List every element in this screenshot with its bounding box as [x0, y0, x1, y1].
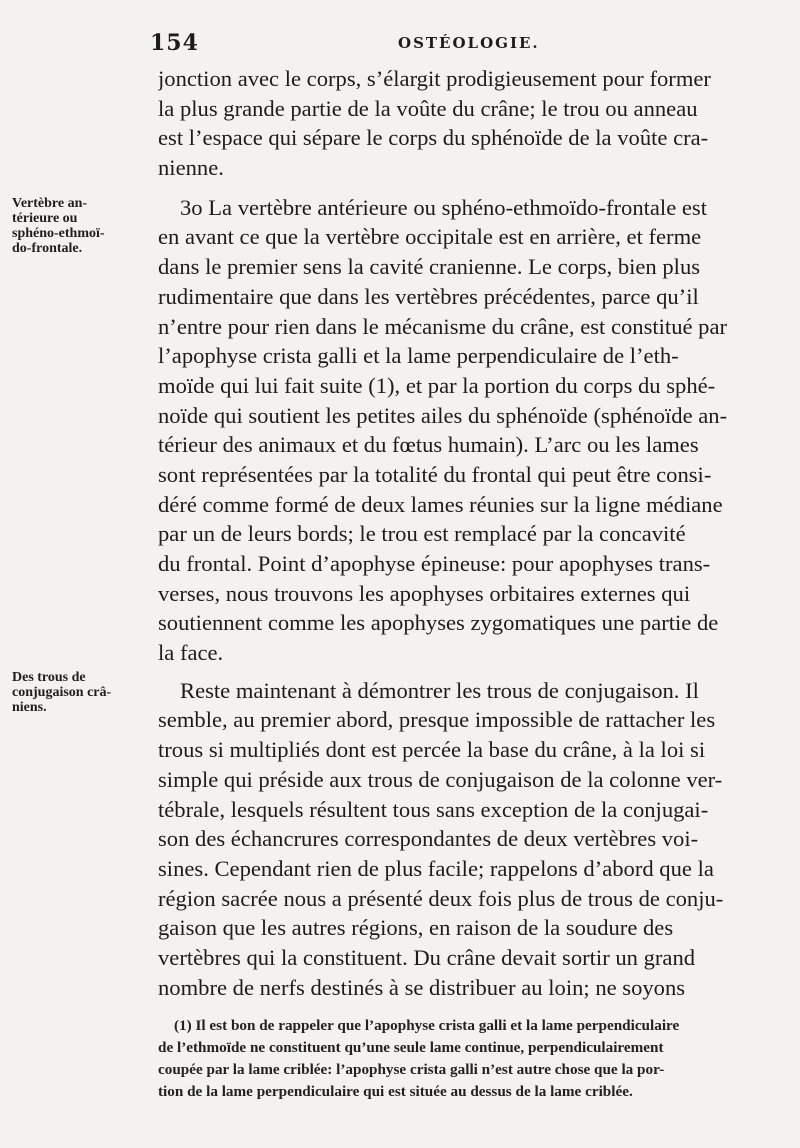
body-text: [158, 64, 768, 1002]
margin-note-anterior-vertebra: [12, 196, 148, 256]
body-line: n’entre pour rien dans le mécanisme du crâne, est constitué par: [158, 313, 728, 339]
body-line: région sacrée nous a présenté deux fois plus de trous de conju-: [158, 885, 724, 911]
page-number: 154: [150, 30, 199, 56]
body-line: son des échancrures correspondantes de deux vertèbres voi-: [158, 826, 699, 852]
margin-note-line: conjugaison crâ-: [12, 685, 112, 700]
body-line: trous si multipliés dont est percée la base du crâne, à la loi si: [158, 737, 706, 763]
margin-note-line: niens.: [12, 700, 47, 715]
body-line: dans le premier sens la cavité cranienne. Le corps, bien plus: [158, 254, 701, 280]
body-line: en avant ce que la vertèbre occipitale est en arrière, et ferme: [158, 224, 702, 250]
body-line: térieur des animaux et du fœtus humain). L’arc ou les lames: [158, 432, 699, 458]
body-line: est l’espace qui sépare le corps du sphénoïde de la voûte cra-: [158, 125, 709, 151]
body-line: nienne.: [158, 155, 224, 181]
margin-note-conjugation-holes: [12, 670, 148, 715]
body-line: la plus grande partie de la voûte du crâne; le trou ou anneau: [158, 95, 698, 121]
body-line: du frontal. Point d’apophyse épineuse: pour apophyses trans-: [158, 551, 711, 576]
body-line: jonction avec le corps, s’élargit prodigieusement pour former: [158, 66, 711, 91]
footnote-line: coupée par la lame criblée: l’apophyse crista galli n’est autre chose que la por-: [158, 1061, 665, 1078]
margin-notes: [0, 0, 152, 1148]
footnote-line: de l’ethmoïde ne constituent qu’une seule lame continue, perpendiculairement: [158, 1039, 664, 1056]
body-line: sont représentées par la totalité du frontal qui peut être consi-: [158, 461, 712, 487]
margin-note-line: Des trous de: [12, 670, 86, 685]
body-line: simple qui préside aux trous de conjugaison de la colonne ver-: [158, 766, 723, 792]
body-line: l’apophyse crista galli et la lame perpendiculaire de l’eth-: [158, 343, 679, 369]
footnote-line: (1) Il est bon de rappeler que l’apophyse crista galli et la lame perpendiculaire: [174, 1017, 680, 1034]
body-line: 3o La vertèbre antérieure ou sphéno-ethmoïdo-frontale est: [180, 194, 707, 220]
margin-note-line: térieure ou: [12, 211, 78, 226]
body-line: tébrale, lesquels résultent tous sans exception de la conjugai-: [158, 796, 709, 822]
body-line: soutiennent comme les apophyses zygomatiques une partie de: [158, 610, 719, 636]
body-line: sines. Cependant rien de plus facile; rappelons d’abord que la: [158, 855, 714, 881]
body-line: verses, nous trouvons les apophyses orbitaires externes qui: [158, 580, 691, 606]
body-line: par un de leurs bords; le trou est remplacé par la concavité: [158, 521, 686, 547]
body-line: gaison que les autres régions, en raison de la soudure des: [158, 915, 674, 941]
body-line: déré comme formé de deux lames réunies sur la ligne médiane: [158, 491, 723, 517]
body-line: Reste maintenant à démontrer les trous de conjugaison. Il: [180, 677, 699, 703]
running-title: OSTÉOLOGIE.: [398, 34, 540, 52]
body-line: semble, au premier abord, presque impossible de rattacher les: [158, 707, 716, 733]
body-line: rudimentaire que dans les vertèbres précédentes, parce qu’il: [158, 283, 699, 309]
margin-note-line: do-frontale.: [12, 241, 83, 256]
body-line: vertèbres qui la constituent. Du crâne devait sortir un grand: [158, 944, 696, 970]
footnote: [158, 1015, 770, 1103]
margin-note-line: Vertèbre an-: [12, 196, 88, 211]
margin-note-line: sphéno-ethmoï-: [12, 226, 105, 241]
body-line: la face.: [158, 640, 224, 666]
footnote-line: tion de la lame perpendiculaire qui est située au dessus de la lame criblée.: [158, 1083, 633, 1100]
body-line: noïde qui soutient les petites ailes du sphénoïde (sphénoïde an-: [158, 402, 728, 428]
body-line: nombre de nerfs destinés à se distribuer au loin; ne soyons: [158, 974, 686, 1000]
body-line: moïde qui lui fait suite (1), et par la portion du corps du sphé-: [158, 372, 716, 398]
